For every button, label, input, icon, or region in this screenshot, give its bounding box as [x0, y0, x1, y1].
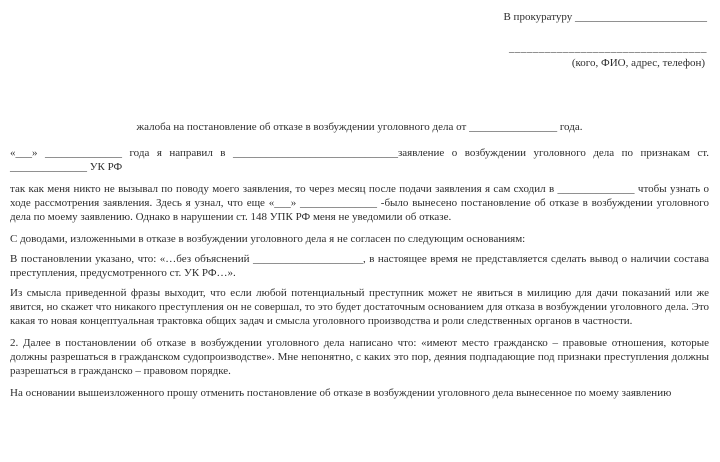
- paragraph-request: На основании вышеизложенного прошу отменить постановление об отказе в возбуждении уголовного дела вынесенное по моему заявлению: [10, 387, 672, 399]
- paragraph-argument-interpretation: Из смысла приведенной фразы выходит, что если любой потенциальный преступник может не явиться в милицию для дачи показаний или же явится, но скажет что никакого преступления он не совершал, то это будет достаточным основанием для отказа в возбуждении уголовного дела. Это какая то новая концептуальная трактовка общих задач и смысла уголовного производства и роли следственных органов в частности.: [10, 287, 709, 327]
- addressee-blank-line: _________________________________: [509, 42, 707, 54]
- paragraph-filing-statement: «___» ______________ года я направил в ______________________________заявление о возбуждении уголовного дела по признакам ст. ______________ УК РФ: [10, 147, 709, 173]
- paragraph-quoted-ruling: В постановлении указано, что: «…без объяснений ____________________, в настоящее время не представляется сделать вывод о наличии состава преступления, предусмотренного ст. УК РФ…».: [10, 253, 709, 279]
- paragraph-no-notification: так как меня никто не вызывал по поводу моего заявления, то через месяц после подачи заявления я сам сходил в ______________ чтобы узнать о ходе рассмотрения заявления. Здесь я узнал, что еще «___» ______________ -было вынесено постановление об отказе в возбуждении уголовного дела по моему заявлению. Однако в нарушении ст. 148 УПК РФ меня не уведомили об отказе.: [10, 183, 709, 223]
- addressee-prosecutor-line: В прокуратуру ________________________: [503, 11, 707, 23]
- document-title: жалоба на постановление об отказе в возбуждении уголовного дела от ________________ года.: [136, 121, 583, 133]
- paragraph-disagreement-intro: С доводами, изложенными в отказе в возбуждении уголовного дела я не согласен по следующим основаниям:: [10, 233, 526, 245]
- addressee-caption: (кого, ФИО, адрес, телефон): [571, 57, 705, 69]
- paragraph-civil-law-argument: 2. Далее в постановлении об отказе в возбуждении уголовного дела написано что: «имеют место гражданско – правовые отношения, которые должны разрешаться в гражданском судопроизводстве». Мне непонятно, с каких это пор, деяния подпадающие под признаки преступления должны разрешаться в гражданско – правовом порядке.: [10, 337, 709, 377]
- addressee-block: [10, 10, 709, 70]
